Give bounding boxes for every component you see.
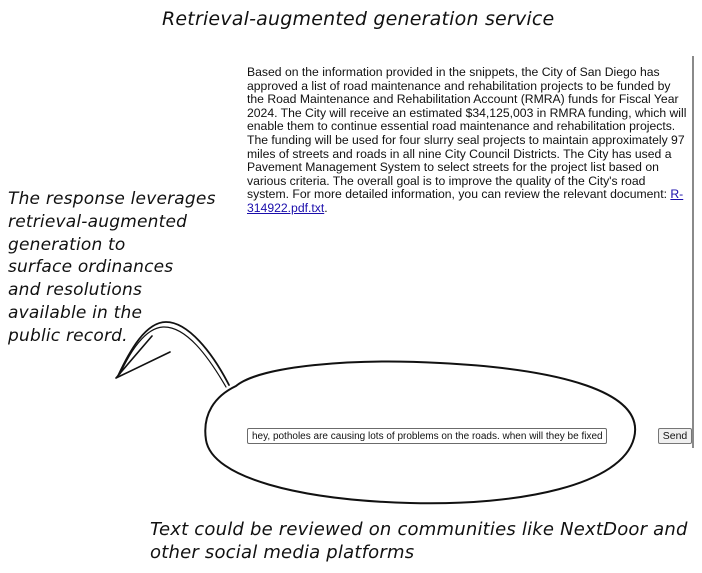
rag-response: [247, 66, 689, 216]
annotation-line: available in the: [8, 302, 143, 323]
document-link[interactable]: R-314922.pdf.txt: [247, 187, 684, 215]
diagram-title: Retrieval-augmented generation service: [162, 8, 555, 30]
annotation-line: The response leverages: [8, 189, 216, 209]
rag-annotation: [8, 188, 238, 348]
annotation-line: generation to: [8, 234, 126, 255]
social-annotation: [150, 518, 688, 564]
chat-input[interactable]: [247, 428, 607, 444]
send-button[interactable]: Send: [658, 428, 692, 444]
annotation-line: Text could be reviewed on communities like NextDoor and: [150, 519, 688, 540]
annotation-line: retrieval-augmented: [8, 211, 188, 232]
annotation-line: other social media platforms: [150, 542, 415, 563]
annotation-line: and resolutions: [8, 280, 143, 301]
annotation-line: surface ordinances: [8, 257, 174, 278]
annotation-line: public record.: [8, 325, 128, 346]
response-trailing: .: [324, 200, 328, 215]
response-text: Based on the information provided in the snippets, the City of San Diego has approved a list of road maintenance and rehabilitation projects to be funded by the Road Maintenance and Rehabilitation Account (RMRA) funds for Fiscal Year 2024. The City will receive an estimated $34,125,003 in RMRA funding, which will enable them to continue essential road maintenance and rehabilitation projects. The funding will be used for four slurry seal projects to maintain approximately 97 miles of streets and roads in all nine City Council Districts. The City has used a Pavement Management System to select streets for the project list based on various criteria. The overall goal is to improve the quality of the City's road system. For more detailed information, you can review the relevant document:: [247, 65, 687, 202]
